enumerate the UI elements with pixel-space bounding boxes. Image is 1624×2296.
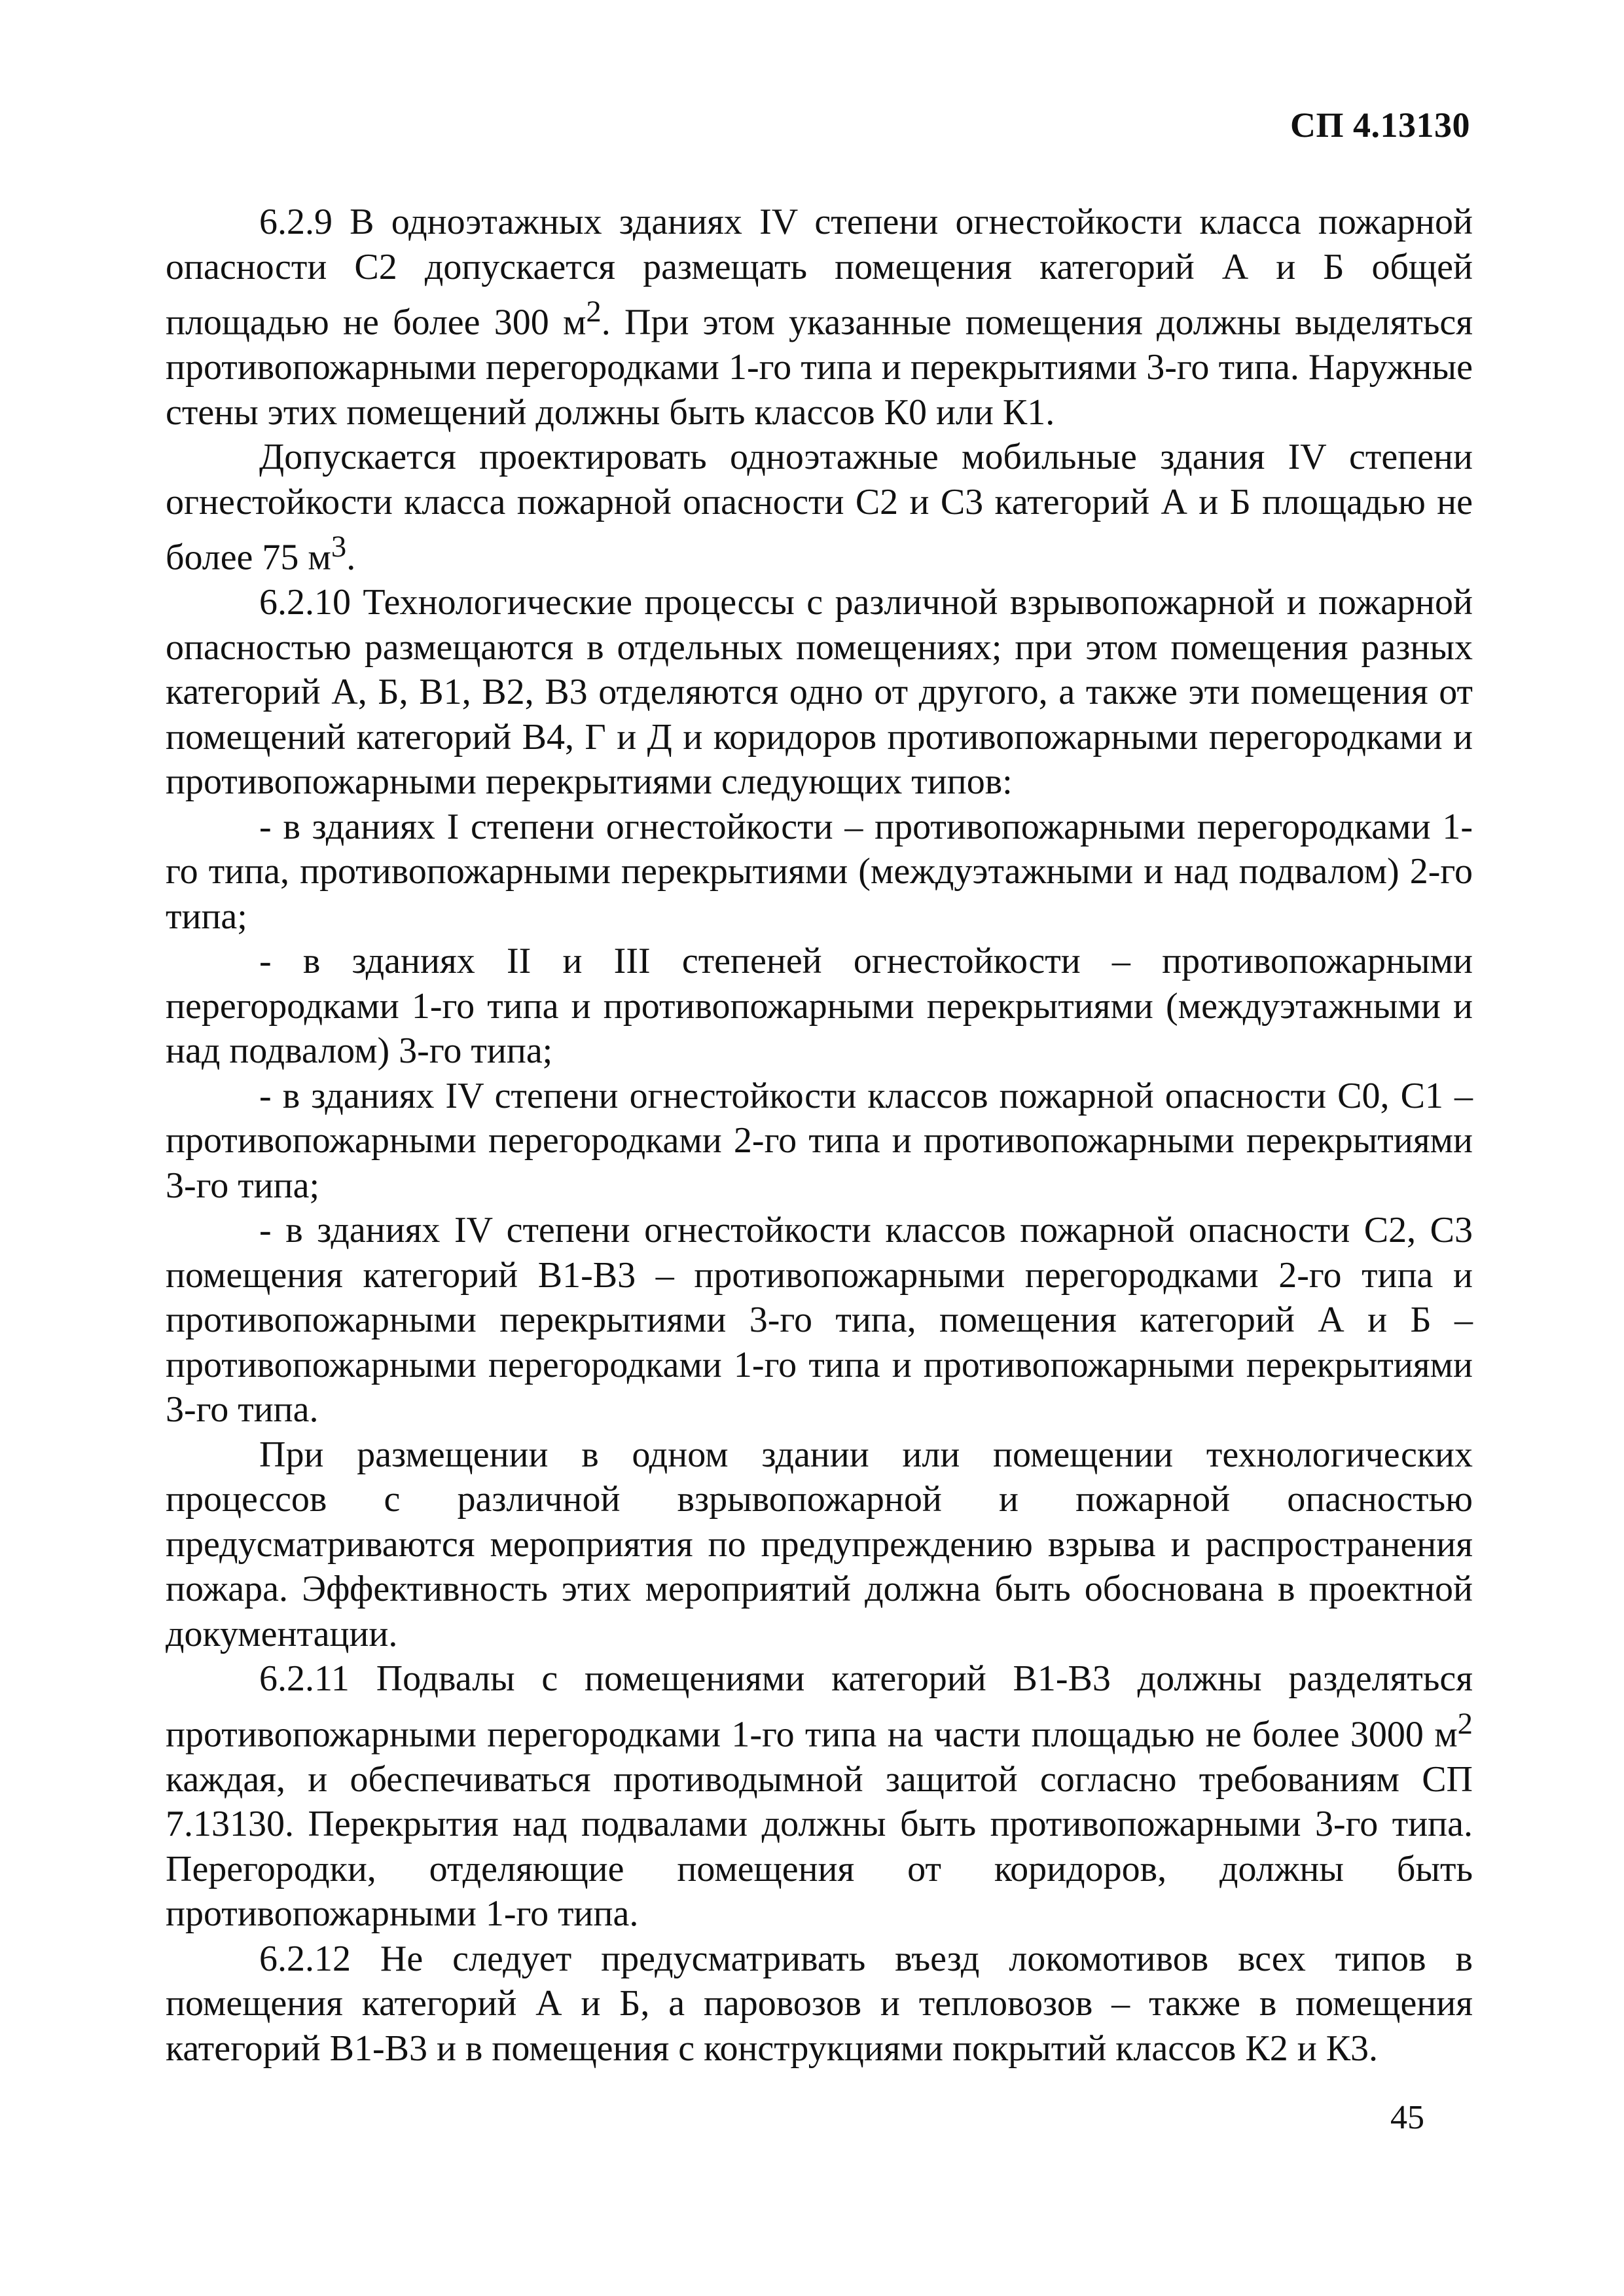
paragraph-text: 6.2.9 В одноэтажных зданиях IV степени огнестойкости класса пожарной опасности С2 допускается размещать помещения категорий А и Б общей площадью не более 300 м: [166, 202, 1473, 343]
superscript: 2: [586, 295, 602, 329]
list-item-degree-ii-iii: - в зданиях II и III степеней огнестойкости – противопожарными перегородками 1-го типа и противопожарными перекрытиями (междуэтажными и над подвалом) 3-го типа;: [166, 941, 1473, 1072]
document-body: [166, 200, 1473, 2071]
paragraph-6-2-12: 6.2.12 Не следует предусматривать въезд локомотивов всех типов в помещения категорий А и Б, а паровозов и тепловозов – также в помещения категорий В1-В3 и в помещения с конструкциями покрытий классов К2 и К3.: [166, 1938, 1473, 2069]
superscript: 2: [1457, 1706, 1473, 1741]
paragraph-6-2-10: 6.2.10 Технологические процессы с различной взрывопожарной и пожарной опасностью размещаются в отдельных помещениях; при этом помещения разных категорий А, Б, В1, В2, В3 отделяются одно от другого, а также эти помещения от помещений категорий В4, Г и Д и коридоров противопожарными перегородками и противопожарными перекрытиями следующих типов:: [166, 582, 1473, 803]
superscript: 3: [331, 530, 347, 564]
paragraph-text: Допускается проектировать одноэтажные мобильные здания IV степени огнестойкости класса пожарной опасности С2 и С3 категорий А и Б площадью не более 75 м: [166, 437, 1473, 578]
paragraph-6-2-11: [166, 1656, 1473, 1937]
list-item-degree-i: - в зданиях I степени огнестойкости – противопожарными перегородками 1-го типа, противопожарными перекрытиями (междуэтажными и над подвалом) 2-го типа;: [166, 806, 1473, 937]
paragraph-text: каждая, и обеспечиваться противодымной защитой согласно требованиям СП 7.13130. Перекрытия над подвалами должны быть противопожарными 3-го типа. Перегородки, отделяющие помещения от коридоров, должны быть противопожарными 1-го типа.: [166, 1758, 1473, 1935]
page-number: 45: [1390, 2099, 1424, 2136]
paragraph-text: . При этом указанные помещения должны выделяться противопожарными перегородками 1-го типа и перекрытиями 3-го типа. Наружные стены этих помещений должны быть классов К0 или К1.: [166, 302, 1473, 433]
paragraph-text: .: [346, 537, 356, 578]
paragraph-6-2-9: [166, 200, 1473, 435]
list-item-degree-iv-c2-c3: - в зданиях IV степени огнестойкости классов пожарной опасности С2, С3 помещения категорий В1-В3 – противопожарными перегородками 2-го типа и противопожарными перекрытиями 3-го типа, помещения категорий А и Б – противопожарными перегородками 1-го типа и противопожарными перекрытиями 3-го типа.: [166, 1210, 1473, 1430]
paragraph-mobile-buildings: [166, 435, 1473, 580]
paragraph-placement-measures: При размещении в одном здании или помещении технологических процессов с различной взрывопожарной и пожарной опасностью предусматриваются мероприятия по предупреждению взрыва и распространения пожара. Эффективность этих мероприятий должна быть обоснована в проектной документации.: [166, 1434, 1473, 1654]
paragraph-text: 6.2.11 Подвалы с помещениями категорий В1-В3 должны разделяться противопожарными перегородками 1-го типа на части площадью не более 3000 м: [166, 1658, 1473, 1755]
list-item-degree-iv-c0-c1: - в зданиях IV степени огнестойкости классов пожарной опасности С0, С1 – противопожарными перегородками 2-го типа и противопожарными перекрытиями 3-го типа;: [166, 1075, 1473, 1206]
document-code-header: СП 4.13130: [1290, 105, 1470, 145]
